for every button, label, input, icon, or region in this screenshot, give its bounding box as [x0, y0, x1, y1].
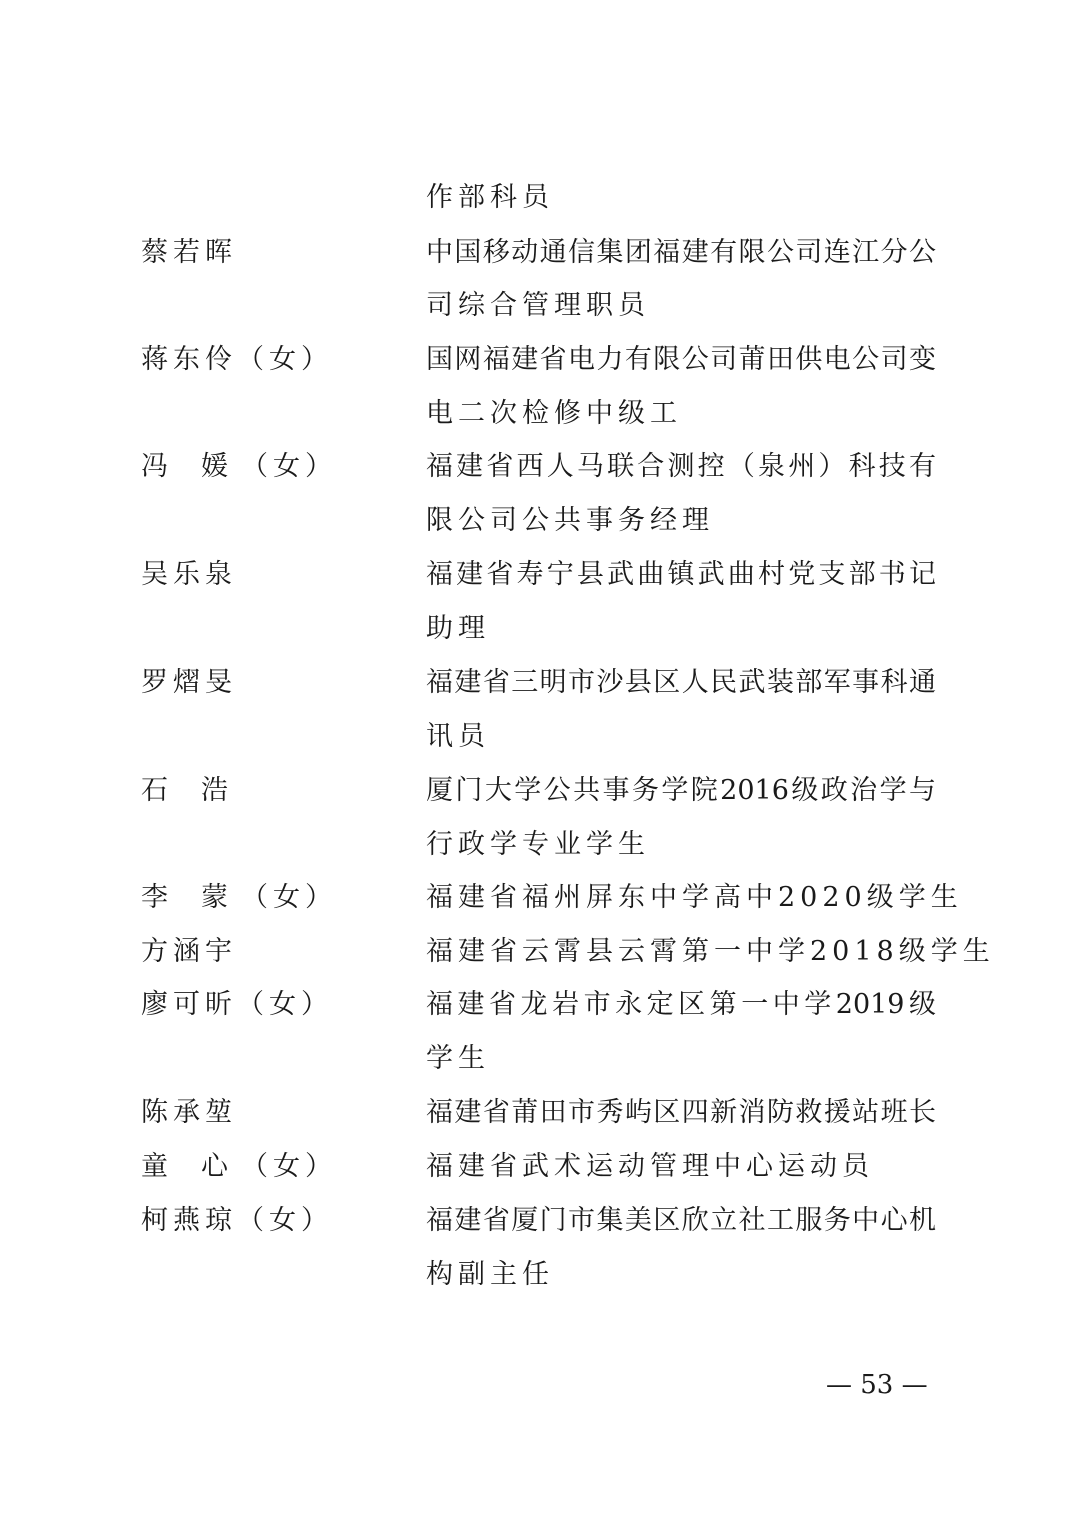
org-line: 福建省莆田市秀屿区四新消防救援站班长 — [426, 1097, 936, 1128]
org-line: 福建省武术运动管理中心运动员 — [426, 1151, 874, 1182]
name-text: 陈承堃 — [141, 1097, 237, 1128]
person-name — [141, 343, 333, 377]
person-name — [141, 1096, 237, 1130]
person-name — [141, 666, 237, 700]
org-line: 助理 — [426, 613, 490, 644]
name-text: 浩 — [201, 775, 228, 806]
org-line: 福建省云霄县云霄第一中学2018级学生 — [426, 936, 995, 967]
name-text: 蒙 — [201, 882, 228, 913]
person-name — [141, 558, 237, 592]
org-line: 福建省寿宁县武曲镇武曲村党支部书记 — [426, 559, 936, 590]
person-name — [141, 236, 237, 270]
name-text: 李 — [141, 882, 168, 913]
gender-suffix: （女） — [237, 1205, 333, 1236]
org-line: 福建省西人马联合测控（泉州）科技有 — [426, 451, 936, 482]
name-text: 蒋东伶 — [141, 344, 237, 375]
org-line: 福建省龙岩市永定区第一中学2019级 — [426, 989, 936, 1020]
org-line: 厦门大学公共事务学院2016级政治学与 — [426, 775, 936, 806]
name-text: 蔡若晖 — [141, 237, 237, 268]
name-text: 媛 — [201, 451, 228, 482]
intro-line: 作部科员 — [426, 182, 554, 213]
org-line: 限公司公共事务经理 — [426, 505, 714, 536]
name-text: 石 — [141, 775, 168, 806]
gender-suffix: （女） — [241, 451, 337, 482]
name-text: 柯燕琼 — [141, 1205, 237, 1236]
org-line: 讯员 — [426, 721, 490, 752]
page-number: — 53 — — [826, 1370, 928, 1400]
name-text: 心 — [201, 1151, 228, 1182]
person-name — [141, 1204, 333, 1238]
org-line: 中国移动通信集团福建有限公司连江分公 — [426, 237, 936, 268]
org-line: 电二次检修中级工 — [426, 398, 682, 429]
org-line: 福建省三明市沙县区人民武装部军事科通 — [426, 667, 936, 698]
name-text: 廖可昕 — [141, 989, 237, 1020]
person-name — [141, 935, 237, 969]
gender-suffix: （女） — [241, 1151, 337, 1182]
gender-suffix: （女） — [237, 989, 333, 1020]
org-line: 行政学专业学生 — [426, 829, 650, 860]
org-line: 构副主任 — [426, 1259, 554, 1290]
org-line: 福建省福州屏东中学高中2020级学生 — [426, 882, 963, 913]
name-text: 罗熠旻 — [141, 667, 237, 698]
gender-suffix: （女） — [241, 882, 337, 913]
org-line: 国网福建省电力有限公司莆田供电公司变 — [426, 344, 936, 375]
person-name — [141, 988, 333, 1022]
name-text: 方涵宇 — [141, 936, 237, 967]
org-line: 福建省厦门市集美区欣立社工服务中心机 — [426, 1205, 936, 1236]
name-text: 童 — [141, 1151, 168, 1182]
org-line: 司综合管理职员 — [426, 290, 650, 321]
name-text: 吴乐泉 — [141, 559, 237, 590]
org-line: 学生 — [426, 1043, 490, 1074]
name-text: 冯 — [141, 451, 168, 482]
gender-suffix: （女） — [237, 344, 333, 375]
